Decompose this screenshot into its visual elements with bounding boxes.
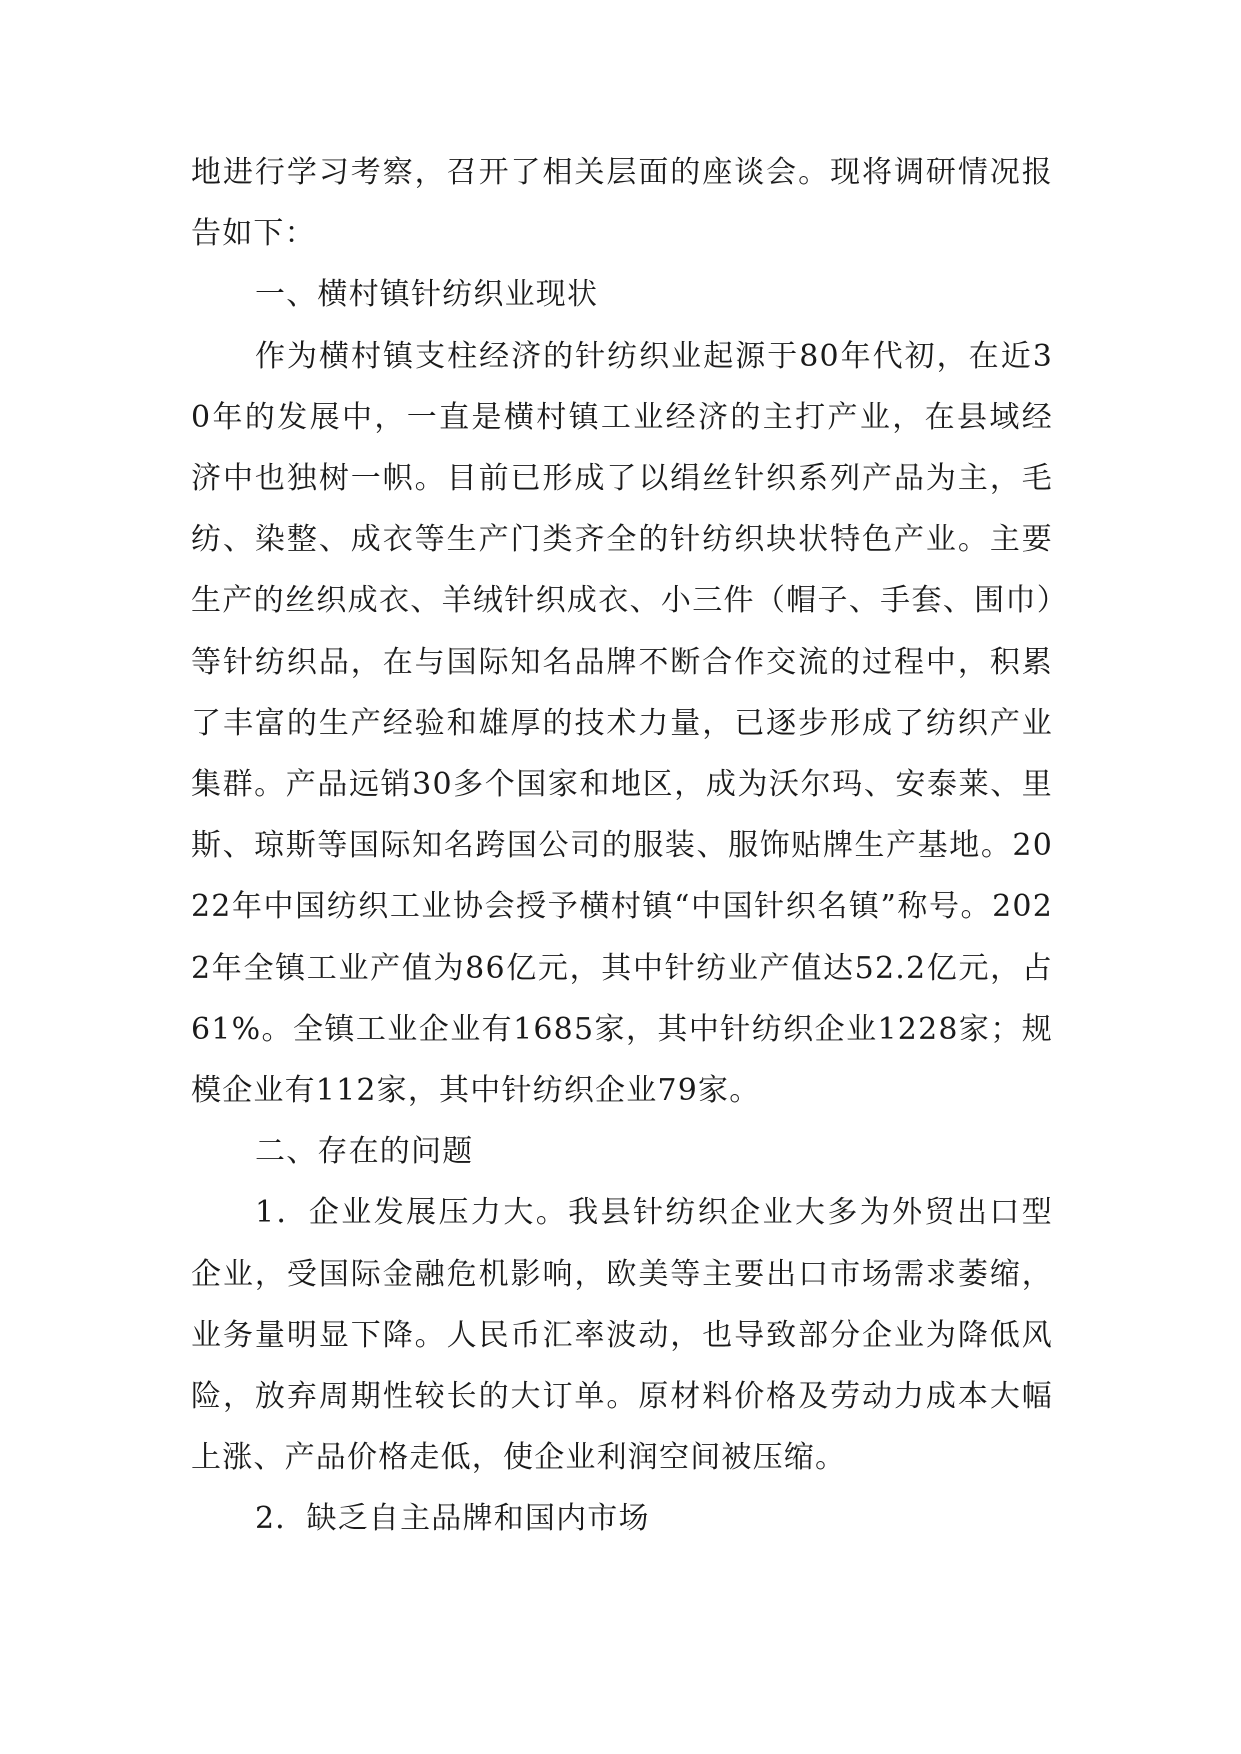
section-heading-current-status: 一、横村镇针纺织业现状: [255, 277, 599, 313]
section-heading-problems: 二、存在的问题: [255, 1134, 474, 1170]
document-body: [191, 142, 1053, 1550]
paragraph-problem-2: 2．缺乏自主品牌和国内市场: [255, 1501, 650, 1537]
paragraph-problem-1: 1．企业发展压力大。我县针纺织企业大多为外贸出口型企业，受国际金融危机影响，欧美等主要出口市场需求萎缩，业务量明显下降。人民币汇率波动，也导致部分企业为降低风险，放弃周期性较长的大订单。原材料价格及劳动力成本大幅上涨、产品价格走低，使企业利润空间被压缩。: [191, 1195, 1053, 1476]
paragraph-current-status: 作为横村镇支柱经济的针纺织业起源于80年代初，在近30年的发展中，一直是横村镇工业经济的主打产业，在县域经济中也独树一帜。目前已形成了以绢丝针织系列产品为主，毛纺、染整、成衣等生产门类齐全的针纺织块状特色产业。主要生产的丝织成衣、羊绒针织成衣、小三件（帽子、手套、围巾）等针纺织品，在与国际知名品牌不断合作交流的过程中，积累了丰富的生产经验和雄厚的技术力量，已逐步形成了纺织产业集群。产品远销30多个国家和地区，成为沃尔玛、安泰莱、里斯、琼斯等国际知名跨国公司的服装、服饰贴牌生产基地。2022年中国纺织工业协会授予横村镇“中国针织名镇”称号。2022年全镇工业产值为86亿元，其中针纺业产值达52.2亿元，占61%。全镇工业企业有1685家，其中针纺织企业1228家；规模企业有112家，其中针纺织企业79家。: [191, 338, 1053, 1109]
paragraph-intro: 地进行学习考察，召开了相关层面的座谈会。现将调研情况报告如下：: [191, 155, 1053, 252]
